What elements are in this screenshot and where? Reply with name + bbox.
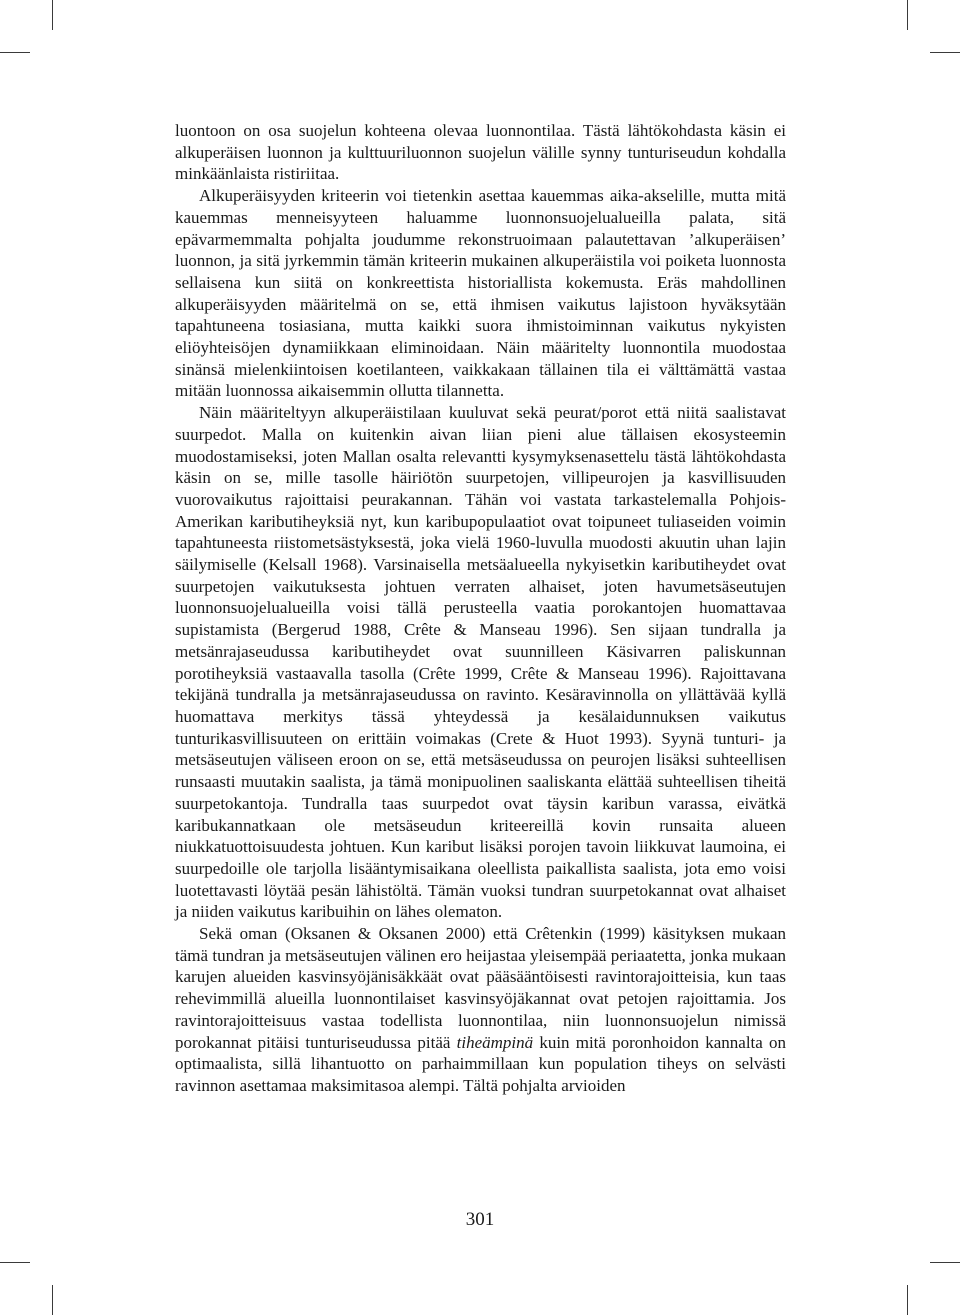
paragraph-4-text-start: Sekä oman (Oksanen & Oksanen 2000) että Crêtenkin (1999) käsityksen mukaan tämä tundran ja metsäseutujen välinen ero heijastaa yleisempää periaatetta, jonka mukaan karujen alueiden kasvinsyöjänisäkkäät ovat pääsääntöisesti ravintorajoitteisia, kun taas rehevimmillä alueilla luonnontilaiset kasvinsyöjäkannat ovat petojen rajoittamia. Jos ravintorajoitteisuus vastaa todellista luonnontilaa, niin luonnonsuojelun nimissä porokannat pitäisi tunturiseudussa pitää [175, 924, 786, 1052]
crop-mark-bottom-left-vertical [52, 1285, 53, 1315]
paragraph-2 [175, 185, 786, 402]
crop-mark-top-right-horizontal [930, 52, 960, 53]
crop-mark-top-left-vertical [52, 0, 53, 30]
paragraph-4-italic-term: tiheämpinä [456, 1032, 534, 1052]
crop-mark-bottom-right-horizontal [930, 1262, 960, 1263]
crop-mark-top-left-horizontal [0, 52, 30, 53]
paragraph-1 [175, 120, 786, 185]
paragraph-4 [175, 923, 786, 1097]
paragraph-4-text-end: kuin mitä poronhoidon kannalta on optimaalista, sillä lihantuotto on parhaimmillaan kun population tiheys on selvästi ravinnon asettamaa maksimitasoa alempi. Tältä pohjalta arvioiden [175, 1032, 787, 1095]
paragraph-3-text: Näin määriteltyyn alkuperäistilaan kuuluvat sekä peurat/porot että niitä saalistavat suurpedot. Malla on kuitenkin aivan liian pieni alue tällaisen ekosysteemin muodostamiseksi, joten Mallan osalta relevantti kysymyksenasettelu tästä lähtökohdasta käsin on se, mille tasolle häiriötön suurpetojen, villipeurojen ja kasvillisuuden vuorovaikutus rajoittaisi peurakannan. Tähän voi vastata tarkastelemalla Pohjois-Amerikan kaributiheyksiä nyt, kun karibupopulaatiot ovat toipuneet tuliaseiden voimin tapahtuneesta riistometsästyksestä, joka vielä 1960-luvulla muodosti akuutin uhan lajin säilymiselle (Kelsall 1968). Varsinaisella metsäalueella nykyisetkin kaributiheydet ovat suurpetojen vaikutuksesta johtuen verraten alhaiset, joten havumetsäseutujen luonnonsuojelualueilla voisi tällä perusteella vaatia porokantojen huomattavaa supistamista (Bergerud 1988, Crête & Manseau 1996). Sen sijaan tundralla ja metsänrajaseudussa kaributiheydet ovat suunnilleen Käsivarren paliskunnan porotiheyksiä vastaavalla tasolla (Crête 1999, Crête & Manseau 1996). Rajoittavana tekijänä tundralla ja metsänrajaseudussa on ravinto. Kesäravinnolla on yllättävää kyllä huomattava merkitys tässä yhteydessä ja kesälaidunnuksen vaikutus tunturikasvillisuuteen on erittäin voimakas (Crete & Huot 1993). Syynä tunturi- ja metsäseutujen väliseen eroon on se, että metsäseudussa on peurojen lisäksi suhteellisen runsaasti muutakin saalista, ja tämä monipuolinen saaliskanta elättää suhteellisen tiheitä suurpetokantoja. Tundralla taas suurpedot ovat täysin karibun varassa, eivätkä karibukannatkaan ole metsäseudun kriteereillä kovin runsaita alueen niukkatuottoisuudesta johtuen. Kun karibut lisäksi porojen tavoin liikkuvat laumoina, ei suurpedoille ole tarjolla lisääntymisaikana oleellista paikallista saalista, jota emo voisi luotettavasti löytää pesän lähistöltä. Tämän vuoksi tundran suurpetokannat ovat alhaiset ja niiden vaikutus karibuihin on lähes olematon. [175, 403, 786, 922]
crop-mark-bottom-left-horizontal [0, 1262, 30, 1263]
crop-mark-top-right-vertical [907, 0, 908, 30]
body-text [175, 120, 786, 1097]
page-number: 301 [465, 1209, 495, 1230]
paragraph-3 [175, 402, 786, 923]
crop-mark-bottom-right-vertical [907, 1285, 908, 1315]
paragraph-1-text: luontoon on osa suojelun kohteena olevaa luonnontilaa. Tästä lähtökohdasta käsin ei alkuperäisen luonnon ja kulttuuriluonnon suojelun välille synny tunturiseudun kohdalla minkäänlaista ristiriitaa. [175, 121, 786, 184]
paragraph-2-text: Alkuperäisyyden kriteerin voi tietenkin asettaa kauemmas aika-akselille, mutta mitä kauemmas menneisyyteen haluamme luonnonsuojelualueilla palata, sitä epävarmemmalta pohjalta joudumme rekonstruoimaan palautettavan ’alkuperäisen’ luonnon, ja sitä jyrkemmin tämän kriteerin mukainen alkuperäistila voi poiketa luonnosta sellaisena kun siitä on konkreettista historiallista kokemusta. Eräs mahdollinen alkuperäisyyden määritelmä on se, että ihmisen vaikutus lajistoon hyväksytään tapahtuneena tosiasiana, mutta kaikki suora ihmistoiminnan vaikutus nykyisten eliöyhteisöjen dynamiikkaan eliminoidaan. Näin määritelty luonnontila muodostaa sinänsä mielenkiintoisen koetilanteen, vaikkakaan tällainen tila ei välttämättä vastaa mitään luonnossa aikaisemmin ollutta tilannetta. [175, 186, 786, 401]
